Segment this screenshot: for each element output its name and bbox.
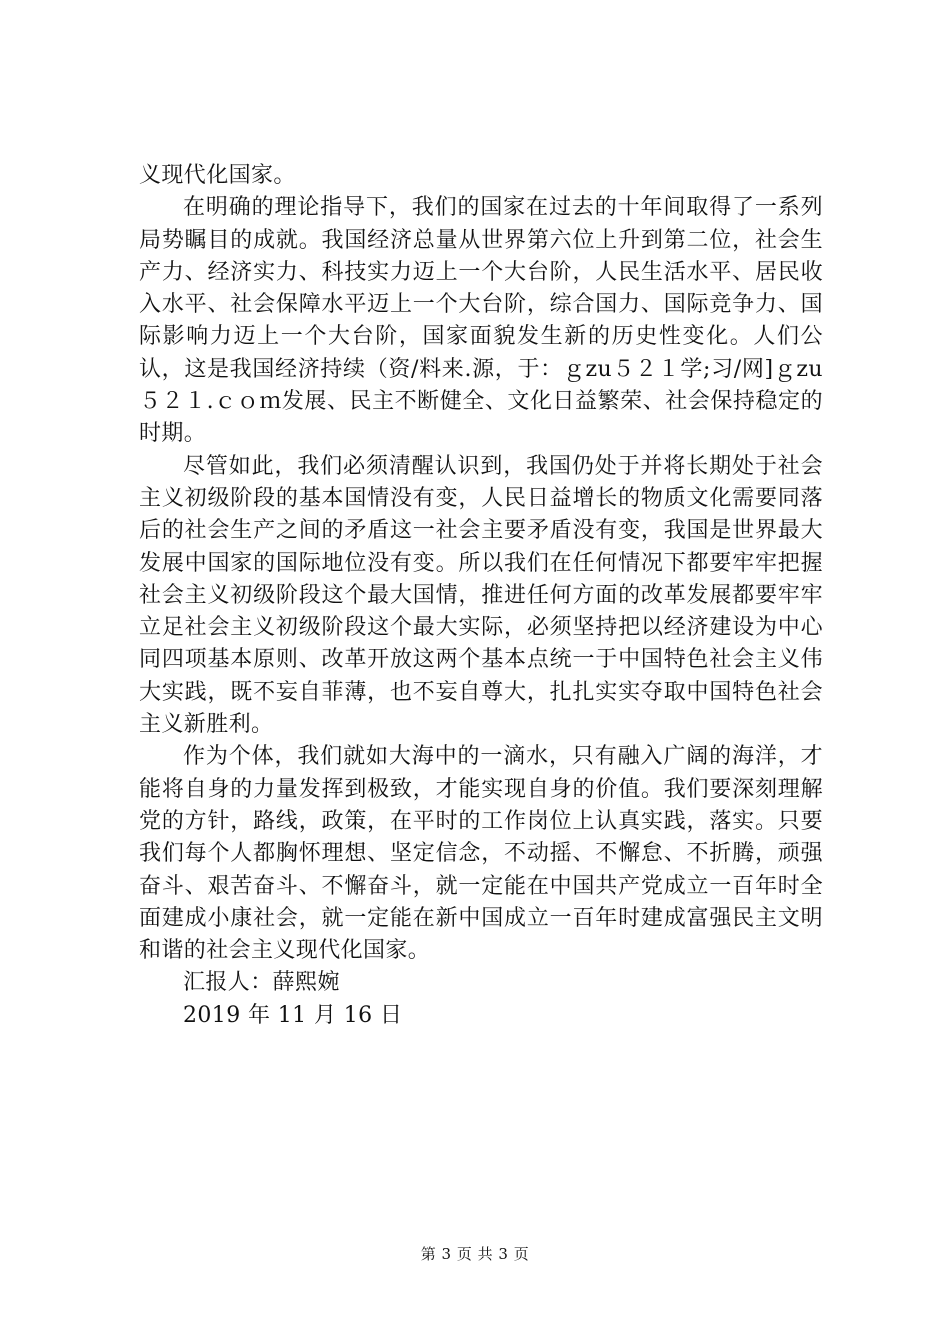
paragraph-primary-stage: 尽管如此，我们必须清醒认识到，我国仍处于并将长期处于社会主义初级阶段的基本国情没有变，人民日益增长的物质文化需要同落后的社会生产之间的矛盾这一社会主要矛盾没有变，我国是世界最大发展中国家的国际地位没有变。所以我们在任何情况下都要牢牢把握社会主义初级阶段这个最大国情，推进任何方面的改革发展都要牢牢立足社会主义初级阶段这个最大实际，必须坚持把以经济建设为中心同四项基本原则、改革开放这两个基本点统一于中国特色社会主义伟大实践，既不妄自菲薄，也不妄自尊大，扎扎实实夺取中国特色社会主义新胜利。 — [139, 453, 823, 738]
document-body — [139, 160, 823, 1032]
reporter-signature: 汇报人：薛熙婉 — [183, 970, 340, 996]
report-date: 2019 年 11 月 16 日 — [183, 1002, 403, 1028]
paragraph-individual: 作为个体，我们就如大海中的一滴水，只有融入广阔的海洋，才能将自身的力量发挥到极致，才能实现自身的价值。我们要深刻理解党的方针，路线，政策，在平时的工作岗位上认真实践，落实。只要我们每个人都胸怀理想、坚定信念，不动摇、不懈怠、不折腾，顽强奋斗、艰苦奋斗、不懈奋斗，就一定能在中国共产党成立一百年时全面建成小康社会，就一定能在新中国成立一百年时建成富强民主文明和谐的社会主义现代化国家。 — [139, 744, 823, 964]
paragraph-continuation: 义现代化国家。 — [139, 163, 296, 188]
page-number-footer: 第 3 页 共 3 页 — [420, 1245, 530, 1263]
paragraph-achievements: 在明确的理论指导下，我们的国家在过去的十年间取得了一系列局势瞩目的成就。我国经济总量从世界第六位上升到第二位，社会生产力、经济实力、科技实力迈上一个大台阶，人民生活水平、居民收入水平、社会保障水平迈上一个大台阶，综合国力、国际竞争力、国际影响力迈上一个大台阶，国家面貌发生新的历史性变化。人们公认，这是我国经济持续（资/料来.源，于：ｇzu５２１学;习/网]ｇzu５２１.ｃｏｍ发展、民主不断健全、文化日益繁荣、社会保持稳定的时期。 — [139, 195, 823, 447]
